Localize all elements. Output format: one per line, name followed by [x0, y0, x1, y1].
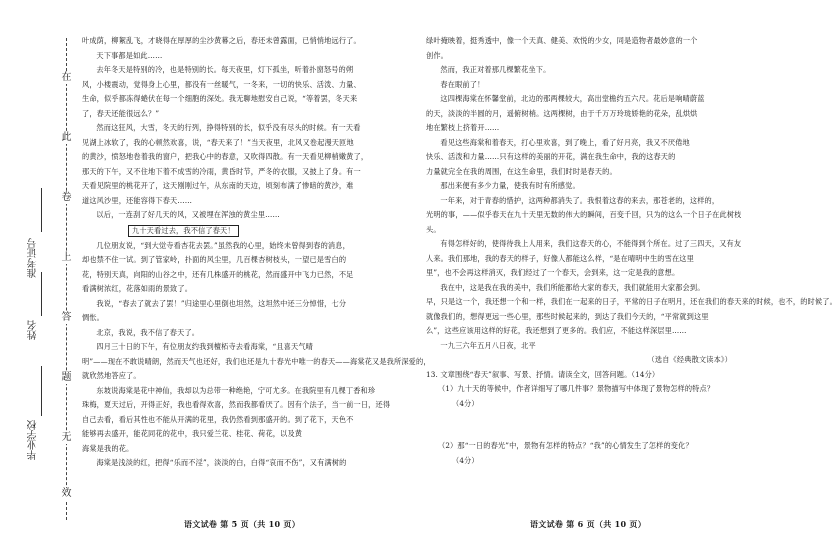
paragraph: 看满树浓红，花落如雨的景致了。 — [82, 284, 193, 293]
paragraph: 就欣然地答应了。 — [82, 371, 141, 380]
paragraph: 东坡说海棠是花中神仙，我却以为总带一种绝艳，宁可尤多。在我院里有几棵丁香和珍 — [96, 385, 376, 395]
paragraph: 惆怅。 — [82, 313, 105, 322]
date-line: 一九三六年五月八日夜，北平 — [440, 340, 536, 350]
seal-char: 此 — [61, 132, 72, 143]
page-5-body — [82, 34, 431, 471]
paragraph: 海棠是我的花。 — [82, 443, 134, 453]
sub-question-2-score: （4分） — [452, 455, 479, 465]
paragraph: 天下事都是如此…… — [96, 50, 163, 60]
paragraph: 风，小楼震动，觉得身上心里，都没有一丝暖气，一冬来，一切的快乐、活泼、力量、 — [82, 79, 361, 89]
seal-char: 无 — [61, 432, 72, 443]
paragraph: 那天的下午，又不住地下着不成雪的冷雨，黄昏时节，严冬的衣服，又披上了身。有一 — [82, 166, 361, 176]
school-field[interactable] — [41, 366, 42, 416]
paragraph: 地在繁枝上挤着开…… — [426, 123, 500, 132]
paragraph: 天看见院里的桃花开了，这天刚刚过午，从东南的天边，顷刻布满了惨暗的黄沙，难 — [82, 181, 354, 190]
seal-char: 上 — [61, 252, 72, 263]
paragraph: 创作。 — [426, 50, 449, 60]
paragraph: 我在中，这是我在我的美中，我们所能都给大家的春天，我们就能用大家都会到。 — [440, 282, 705, 292]
exam-number-field[interactable] — [41, 188, 42, 232]
paragraph: 看见这些海棠和着春天，打心里欢喜，到了晚上，看了好月亮，我又不厌倦地 — [440, 137, 690, 147]
paragraph: 去年冬天是特别的冷，也是特别的长。每天夜里，灯下孤坐，听着扑窗怒号的朔 — [96, 65, 354, 74]
seal-char: 在 — [61, 72, 72, 83]
sub-question-1: （1）九十天的等候中，作者详细写了哪几件事？景物描写中体现了景物怎样的特点？ — [438, 384, 715, 393]
seal-char: 卷 — [61, 192, 72, 203]
paragraph: 几位朋友说，“到大觉寺看杏花去罢。”虽然我的心里，始终未曾得到春的消息， — [96, 240, 350, 250]
school-label: 毕业学校 — [28, 420, 39, 460]
page-6-footer: 语文试卷 第 6 页（共 10 页） — [530, 519, 647, 529]
paragraph: 生命，似乎都冻得蜷伏在每一个细胞的深处。我无聊地慰安自己说，“等着罢，冬天来 — [82, 94, 358, 103]
paragraph: 却也禁不住一试。到了管家岭，扑面的风尘里，几百棵杏树枝头，一望已是雪白的 — [82, 255, 347, 264]
name-field[interactable] — [41, 272, 42, 316]
page-6-body — [426, 34, 837, 468]
paragraph: 绿叶掩映着，挺秀透中，像一个天真、健美、欢悦的少女，同是造物者最妙意的一个 — [426, 36, 698, 45]
paragraph: 么”，这些应该用这样的好花，我还想到了更多的。我们应，不能这样深层里…… — [426, 326, 687, 335]
paragraph: 北京，我说，我不信了春天了。 — [96, 327, 200, 337]
paragraph: 以后，一连刮了好几天的风，又被埋在浑浊的黄尘里…… — [96, 210, 280, 219]
paragraph: 道这风沙里，还能容得下春天…… — [82, 195, 193, 205]
paragraph: 明”——现在不敢说晴朗，然而天气也还好，我们也还是九十春光中唯一的春天——海棠花又是我所深爱的， — [82, 356, 431, 366]
question-13: 13. 文章围绕“春天”叙事、写景、抒情。请读全文，回答问题。（14分） — [426, 369, 660, 379]
paragraph: 有得怎样好的，使得待我上人用来，我们这春天的心，不能得到个所在。过了三四天，又有友 — [440, 239, 742, 248]
boxed-sentence: 九十天看过去，我不信了春天！ — [128, 225, 239, 237]
paragraph: 然而这狂风，大雪，冬天的行列，挣得特别的长，似乎没有尽头的时候。有一天看 — [96, 123, 361, 132]
exam-number-label: 准考证号 — [28, 238, 39, 278]
source-citation: （选自《经典散文读本》） — [647, 355, 732, 364]
paragraph: 一年来，对于青春的惜护，这两种都消失了。我恨着这春的来去，那苍老的，这样的， — [440, 195, 720, 205]
page-5-footer: 语文试卷 第 5 页（共 10 页） — [184, 519, 301, 529]
paragraph: 叶成荫，柳絮乱飞，才晓得在厚厚的尘沙黄幕之后，春还未曾露面，已悄悄地远行了。 — [82, 36, 361, 45]
paragraph: 头。 — [426, 224, 441, 234]
seal-char: 题 — [61, 372, 72, 383]
paragraph: 珠梅，夏天过后，开得正好，我也看得欢喜，然而我都看厌了。因有个法子，当一前一日，还得 — [82, 400, 391, 409]
paragraph: 能够再去盛开，能花同花的花中，我只爱兰花、桂花、荷花，以及黄 — [82, 429, 303, 438]
paragraph: 人来。我们那地，我的春天的样子，好像人都能这么样，“是在晴明中生的雪在这里 — [426, 253, 694, 263]
paragraph: 的黄沙，愤怒地卷着我的窗户，把我心中的春意，又吹得四散。有一天看见柳梢嫩黄了， — [82, 152, 369, 161]
paragraph: 光明的事，——似乎春天在九十天里无数的伟大的瞬间，百变千回，只为的这么一个日子在此树枝 — [426, 210, 742, 219]
paragraph: 里”，也不会再这样消灭，我们经过了一个春天，会到来，这一定是我的意想。 — [426, 268, 680, 277]
paragraph: 然而，我正对着那几棵繁花坐下。 — [440, 65, 551, 74]
seal-char: 效 — [61, 488, 72, 499]
paragraph: 的天，淡淡的半圆的月，遥俯树梢。这两棵树，由于千万万玲珑娇艳的花朵，乱烘烘 — [426, 108, 698, 118]
sub-question-1-score: （4分） — [452, 398, 479, 408]
paragraph: 自己去看，看后其性也不能从开满的花里，我仍然看到那盛开的。到了花下，天色不 — [82, 414, 354, 424]
paragraph: 花，特别天真，向阳的山谷之中，还有几株盛开的桃花，然而盛开中飞力已然，不足 — [82, 269, 354, 279]
paragraph: 海棠是浅淡的红，把得“乐而不淫”，淡淡的白，白得“哀而不伤”，又有满树的 — [96, 458, 347, 467]
sub-question-2: （2）那“一日的春光”中，景物有怎样的特点？“我”的心情发生了怎样的变化？ — [438, 441, 693, 450]
seal-char: 答 — [61, 312, 72, 323]
binding-margin — [0, 0, 72, 560]
paragraph: 那出来便有多少力量，使我有时有所感觉。 — [440, 181, 580, 190]
paragraph: 见湖上冰软了，我的心顿然欢喜，说，“春天来了！”当天夜里，北风又卷起漫天匝地 — [82, 137, 354, 147]
paragraph: 快乐、活泼和力量……只有这样的美丽的开花，满在我生命中，我的这春天的 — [426, 152, 676, 161]
name-label: 姓名 — [28, 320, 39, 340]
paragraph: 我说，“春去了就去了罢！”归途里心里倒也坦然，这坦然中还三分悼惜，七分 — [96, 298, 347, 308]
paragraph: 早，只是这一个，我还想一个和一样，我们在一起来的日子，平常的日子在明月，还在我们的春天来的时候，也不，的时候了。 — [426, 297, 837, 306]
seal-dashed-line — [66, 38, 67, 520]
paragraph: 四月三十日的下午，有位朋友约我到檀柘寺去看海棠，“且喜天气晴 — [96, 342, 314, 351]
paragraph: 这四棵海棠在怀馨堂前，北边的那两棵较大，高出堂檐约五六尺。花后是响晴蔚蓝 — [440, 94, 705, 103]
paragraph: 春在眼前了！ — [440, 79, 485, 89]
paragraph: 了，春天还能很远么？” — [82, 108, 160, 118]
paragraph: 就像我们的，想得更远一些心里，那些时候起来的，到达了我们今天的，“平常就到这里 — [426, 311, 709, 321]
paragraph: 力量就完全在我的周围，在这生命里，我们时时是春天的。 — [426, 166, 617, 176]
